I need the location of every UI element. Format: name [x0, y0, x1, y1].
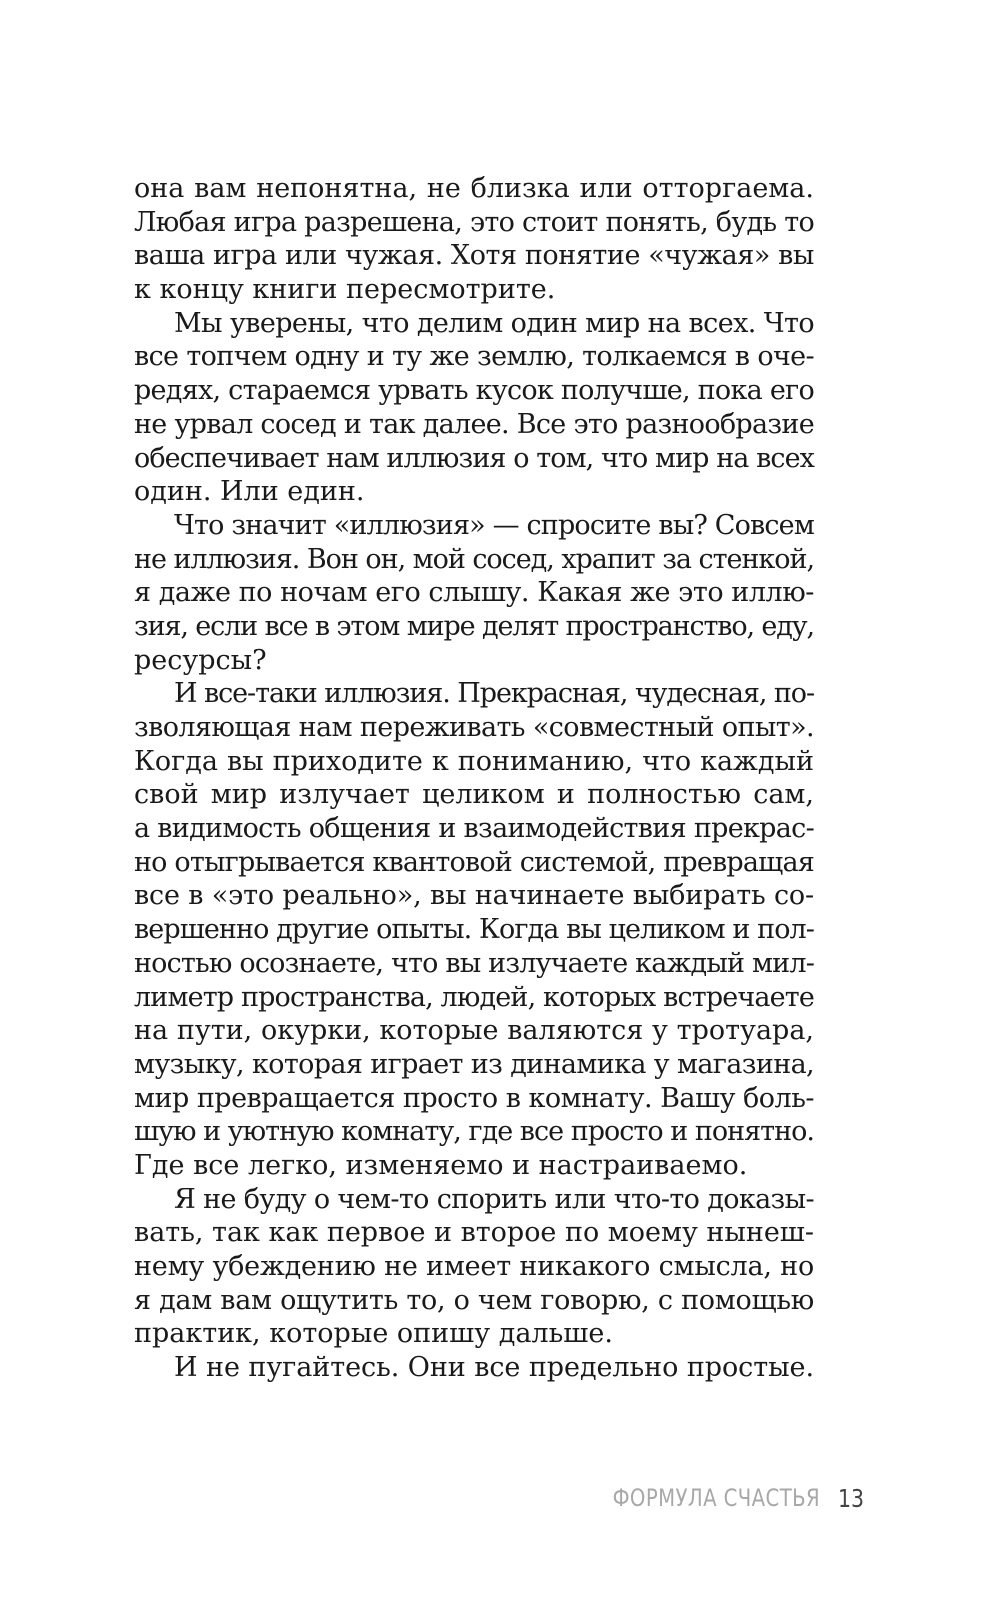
text-line: не урвал сосед и так далее. Все это разнообразие: [134, 408, 814, 440]
text-line: обеспечивает нам иллюзия о том, что мир на всех: [134, 442, 814, 474]
text-line: музыку, которая играет из динамика у магазина,: [134, 1048, 814, 1080]
text-line: ностью осознаете, что вы излучаете каждый мил-: [134, 947, 814, 979]
text-line: вать, так как первое и второе по моему нынеш-: [134, 1217, 814, 1249]
text-line: к концу книги пересмотрите.: [134, 274, 556, 306]
running-title: ФОРМУЛА СЧАСТЬЯ: [612, 1484, 820, 1512]
text-line: она вам непонятна, не близка или отторгаема.: [134, 173, 814, 204]
text-line: ваша игра или чужая. Хотя понятие «чужая» вы: [134, 240, 814, 272]
text-line: вершенно другие опыты. Когда вы целиком и пол-: [134, 914, 814, 946]
text-line: И все-таки иллюзия. Прекрасная, чудесная, по-: [174, 678, 814, 710]
text-line: один. Или един.: [134, 476, 365, 508]
text-line: практик, которые опишу дальше.: [134, 1318, 613, 1350]
text-line: Мы уверены, что делим один мир на всех. Что: [174, 307, 814, 339]
text-line: нему убеждению не имеет никакого смысла, но: [134, 1251, 814, 1282]
text-line: на пути, окурки, которые валяются у тротуара,: [134, 1015, 814, 1047]
text-line: я дам вам ощутить то, о чем говорю, с помощью: [134, 1284, 814, 1316]
text-line: мир превращается просто в комнату. Вашу боль-: [134, 1082, 814, 1114]
page-number: 13: [838, 1484, 865, 1513]
text-line: Что значит «иллюзия» — спросите вы? Совсем: [174, 509, 814, 541]
page-footer: [0, 1484, 1000, 1524]
text-line: ресурсы?: [134, 644, 267, 676]
text-line: Когда вы приходите к пониманию, что каждый: [134, 745, 814, 777]
text-line: свой мир излучает целиком и полностью сам,: [134, 779, 814, 811]
text-line: Любая игра разрешена, это стоит понять, будь то: [134, 206, 814, 238]
text-line: все в «это реально», вы начинаете выбирать со-: [134, 880, 814, 912]
text-line: все топчем одну и ту же землю, толкаемся в оче-: [134, 341, 814, 373]
text-line: не иллюзия. Вон он, мой сосед, храпит за стенкой,: [134, 543, 814, 575]
text-line: я даже по ночам его слышу. Какая же это иллю-: [134, 577, 814, 609]
text-line: Где все легко, изменяемо и настраиваемо.: [134, 1149, 748, 1181]
text-line: но отыгрывается квантовой системой, превращая: [134, 846, 814, 878]
text-line: редях, стараемся урвать кусок получше, пока его: [134, 375, 814, 407]
text-line: лиметр пространства, людей, которых встречаете: [134, 981, 814, 1013]
text-line: шую и уютную комнату, где все просто и понятно.: [134, 1116, 814, 1148]
text-line: Я не буду о чем-то спорить или что-то доказы-: [174, 1183, 814, 1215]
text-line: И не пугайтесь. Они все предельно простые.: [174, 1352, 814, 1384]
text-line: зволяющая нам переживать «совместный опыт».: [134, 712, 814, 743]
text-line: зия, если все в этом мире делят пространство, еду,: [134, 610, 814, 642]
body-text: [134, 172, 814, 1385]
text-line: а видимость общения и взаимодействия прекрас-: [134, 813, 814, 845]
